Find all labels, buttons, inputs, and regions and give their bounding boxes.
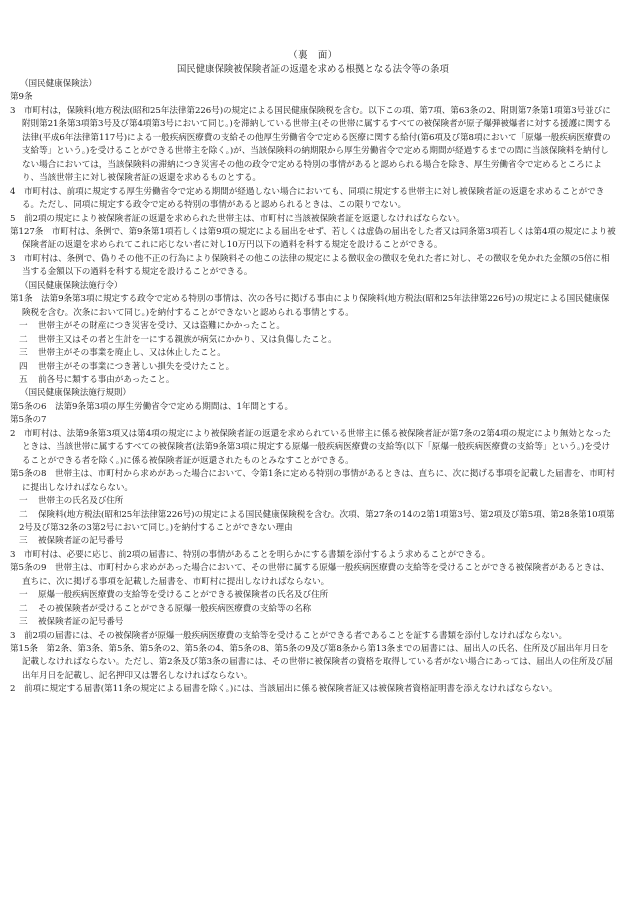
- item-number: 一: [19, 496, 28, 507]
- paragraph: 3 前2項の届書には、その被保険者が原爆一般疾病医療費の支給等を受けることができる者であることを証する書類を添付しなければならない。: [10, 630, 567, 641]
- item-text: 被保険者証の記号番号: [38, 536, 124, 547]
- paragraph: 5 前2項の規定により被保険者証の返還を求められた世帯主は、市町村に当該被保険者証を返還しなければならない。: [10, 213, 465, 224]
- side-label: （裏 面）: [288, 50, 338, 61]
- law-heading: （国民健康保険法施行令）: [20, 280, 123, 291]
- item-text: その被保険者が受けることができる原爆一般疾病医療費の支給等の名称: [38, 603, 312, 614]
- item-number: 二: [19, 509, 28, 520]
- law-heading: （国民健康保険法施行規則）: [20, 388, 131, 399]
- item-text: 世帯主がその財産につき災害を受け、又は盗難にかかったこと。: [38, 321, 285, 332]
- item-text: 原爆一般疾病医療費の支給等を受けることができる被保険者の氏名及び住所: [38, 590, 329, 601]
- list-item: [10, 589, 616, 602]
- item-number: 三: [19, 617, 28, 628]
- paragraph: 第1条 法第9条第3項に規定する政令で定める特別の事情は、次の各号に掲げる事由により保険料(地方税法(昭和25年法律第226号)の規定による国民健康保険税を含む。次条において同じ。)を納付することができないと認められる事情とする。: [10, 294, 610, 318]
- article-heading: 第9条: [10, 92, 33, 103]
- item-number: 一: [19, 590, 28, 601]
- item-number: 三: [19, 348, 28, 359]
- paragraph: 第5条の9 世帯主は、市町村から求めがあった場合において、その世帯に属する原爆一般疾病医療費の支給等を受けることができる被保険者があるときは、直ちに、次に掲げる事項を記載した届書を、市町村に提出しなければならない。: [10, 563, 610, 587]
- item-text: 世帯主又はその者と生計を一にする親族が病気にかかり、又は負傷したこと。: [38, 334, 337, 345]
- list-item: [10, 347, 616, 360]
- list-item: [10, 603, 616, 616]
- paragraph: 2 市町村は、法第9条第3項又は第4項の規定により被保険者証の返還を求められている世帯主に係る被保険者証が第7条の2第4項の規定により無効となったときは、当該世帯に属するすべての被保険者(法第9条第3項に規定する原爆一般疾病医療費の支給等(以下「原爆一般疾病医療費の支給等」という。)を受けることができる者を除く。)に係る被保険者証が返還されたものとみなすことができる。: [10, 428, 612, 466]
- document-title: 国民健康保険被保険者証の返還を求める根拠となる法令等の条項: [177, 64, 449, 75]
- list-item: [10, 374, 616, 387]
- paragraph: 第5条の6 法第9条第3項の厚生労働省令で定める期間は、1年間とする。: [10, 401, 294, 412]
- document-body: [10, 78, 616, 697]
- law-heading: （国民健康保険法）: [20, 79, 97, 89]
- paragraph: 第15条 第2条、第3条、第5条、第5条の2、第5条の4、第5条の8、第5条の9及び第8条から第13条までの届書には、届出人の氏名、住所及び届出年月日を記載しなければならない。ただし、第2条及び第3条の届書には、その世帯に被保険者の資格を取得している者がない場合にあっては、届出人の住所及び届出年月日を記載し、記名押印又は署名しなければならない。: [10, 644, 614, 681]
- item-text: 世帯主の氏名及び住所: [38, 496, 124, 507]
- list-item: [10, 320, 616, 333]
- item-number: 二: [19, 603, 28, 614]
- list-item: [10, 616, 616, 629]
- item-text: 世帯主がその事業につき著しい損失を受けたこと。: [38, 361, 235, 372]
- item-number: 五: [19, 374, 28, 385]
- item-text: 世帯主がその事業を廃止し、又は休止したこと。: [38, 348, 226, 359]
- item-text: 保険料(地方税法(昭和25年法律第226号)の規定による国民健康保険税を含む。次項、第27条の14の2第1項第3号、第2項及び第5項、第28条第10項第2号及び第32条の3第2号において同じ。)を納付することができない理由: [19, 509, 615, 533]
- paragraph: 第127条 市町村は、条例で、第9条第1項若しくは第9項の規定による届出をせず、若しくは虚偽の届出をした者又は同条第3項若しくは第4項の規定により被保険者証の返還を求められてこれに応じない者に対し10万円以下の過料を科する規定を設けることができる。: [10, 226, 616, 251]
- paragraph: 3 市町村は、必要に応じ、前2項の届書に、特別の事情があることを明らかにする書類を添付するよう求めることができる。: [10, 549, 491, 560]
- list-item: [10, 509, 616, 536]
- item-number: 三: [19, 536, 28, 547]
- article-heading: 第5条の7: [10, 415, 47, 426]
- paragraph: 2 前項に規定する届書(第11条の規定による届書を除く。)には、当該届出に係る被保険者証又は被保険者資格証明書を添えなければならない。: [10, 684, 558, 695]
- list-item: [10, 334, 616, 347]
- list-item: [10, 495, 616, 508]
- item-number: 二: [19, 334, 28, 345]
- paragraph: 3 市町村は，保険料(地方税法(昭和25年法律第226号)の規定による国民健康保険税を含む。以下この項、第7項、第63条の2、附則第7条第1項第3号並びに附則第21条第3項第3号及び第4項第3号において同じ。)を滞納している世帯主(その世帯に属するすべての被保険者が原子爆弾被爆者に対する援護に関する法律(平成6年法律第117号)による一般疾病医療費の支給その他厚生労働省令で定める医療に関する給付(第6項及び第8項において「原爆一般疾病医療費の支給等」という。)を受けることができる世帯主を除く。)が、当該保険料の納期限から厚生労働省令で定める期間が経過するまでの間に当該保険料を納付しない場合においては，当該保険料の滞納につき災害その他の政令で定める特別の事情があると認められる場合を除き、厚生労働省令で定めるところにより、当該世帯主に対し被保険者証の返還を求めるものとする。: [10, 105, 612, 184]
- list-item: [10, 361, 616, 374]
- paragraph: 第5条の8 世帯主は、市町村から求めがあった場合において、令第1条に定める特別の事情があるときは、直ちに、次に掲げる事項を記載した届書を、市町村に提出しなければならない。: [10, 469, 615, 493]
- item-text: 前各号に類する事由があったこと。: [38, 374, 175, 385]
- list-item: [10, 535, 616, 548]
- paragraph: 3 市町村は、条例で、偽りその他不正の行為により保険料その他この法律の規定による徴収金の徴収を免れた者に対し、その徴収を免かれた金額の5倍に相当する金額以下の過料を科する規定を設けることができる。: [10, 253, 610, 278]
- item-number: 一: [19, 321, 28, 332]
- item-text: 被保険者証の記号番号: [38, 617, 124, 628]
- item-number: 四: [19, 361, 28, 372]
- paragraph: 4 市町村は、前項に規定する厚生労働省令で定める期間が経過しない場合においても、同項に規定する世帯主に対し被保険者証の返還を求めることができる。ただし、同項に規定する政令で定める特別の事情があると認められるときは、この限りでない。: [10, 186, 605, 211]
